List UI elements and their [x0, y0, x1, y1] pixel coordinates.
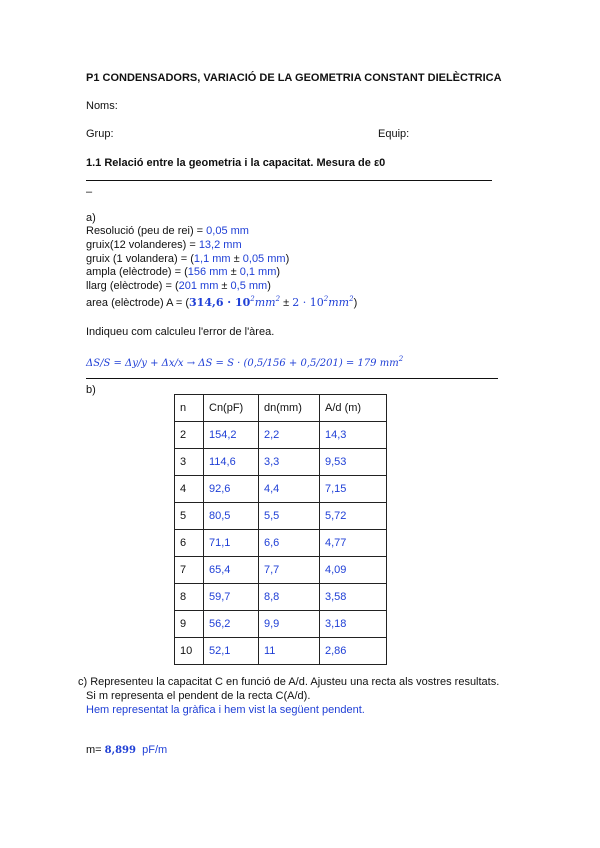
table-row: 4 92,6 4,4 7,15 — [175, 476, 387, 503]
document-title: P1 CONDENSADORS, VARIACIÓ DE LA GEOMETRIA CONSTANT DIELÈCTRICA — [86, 72, 502, 84]
formula-rule — [86, 378, 498, 379]
names-label: Noms: — [86, 100, 118, 112]
part-c-answer: Hem representat la gràfica i hem vist la següent pendent. — [86, 704, 365, 716]
part-b-label: b) — [86, 384, 96, 396]
area-line: area (elèctrode) $A = (314,6 \cdot 10^2mm^2 \pm 2 \cdot 10^2mm^2)$ — [86, 295, 358, 309]
resolution-line: Resolució (peu de rei) = 0,05 mm — [86, 225, 249, 237]
thickness-12-line: gruix(12 volanderes) = 13,2 mm — [86, 239, 242, 251]
rule-dash: – — [86, 186, 93, 198]
length-line: llarg (elèctrode) = (201 mm ± 0,5 mm) — [86, 280, 271, 292]
section-title: 1.1 Relació entre la geometria i la capacitat. Mesura de ε0 — [86, 157, 386, 169]
width-line: ampla (elèctrode) = (156 mm ± 0,1 mm) — [86, 266, 281, 278]
table-header-row — [175, 395, 387, 422]
part-a-label: a) — [86, 212, 96, 224]
header-cn: Cn(pF) — [204, 395, 259, 422]
part-c-instruction: c) Representeu la capacitat C en funció de A/d. Ajusteu una recta als vostres resultats. — [78, 676, 500, 688]
header-n: n — [175, 395, 204, 422]
table-row: 2 154,2 2,2 14,3 — [175, 422, 387, 449]
table-row: 10 52,1 11 2,86 — [175, 638, 387, 665]
area-error-formula: ΔS/S = Δy/y + Δx/x → ΔS = S · (0,5/156 + 0,5/201) = 179 $mm^2$ — [86, 355, 404, 369]
part-c-slope-definition: Si m representa el pendent de la recta C(A/d). — [86, 690, 311, 702]
team-label: Equip: — [378, 128, 410, 140]
table-row: 7 65,4 7,7 4,09 — [175, 557, 387, 584]
table-row: 6 71,1 6,6 4,77 — [175, 530, 387, 557]
table-row: 9 56,2 9,9 3,18 — [175, 611, 387, 638]
capacitance-table — [174, 394, 387, 665]
section-rule — [86, 180, 492, 181]
table-row: 8 59,7 8,8 3,58 — [175, 584, 387, 611]
header-ad: A/d (m) — [320, 395, 387, 422]
area-error-instruction: Indiqueu com calculeu l'error de l'àrea. — [86, 326, 275, 338]
slope-result: m= 8,899 pF/m — [86, 744, 168, 756]
group-label: Grup: — [86, 128, 114, 140]
table-row: 5 80,5 5,5 5,72 — [175, 503, 387, 530]
thickness-1-line: gruix (1 volandera) = (1,1 mm ± 0,05 mm) — [86, 253, 290, 265]
header-dn: dn(mm) — [259, 395, 320, 422]
table-row: 3 114,6 3,3 9,53 — [175, 449, 387, 476]
